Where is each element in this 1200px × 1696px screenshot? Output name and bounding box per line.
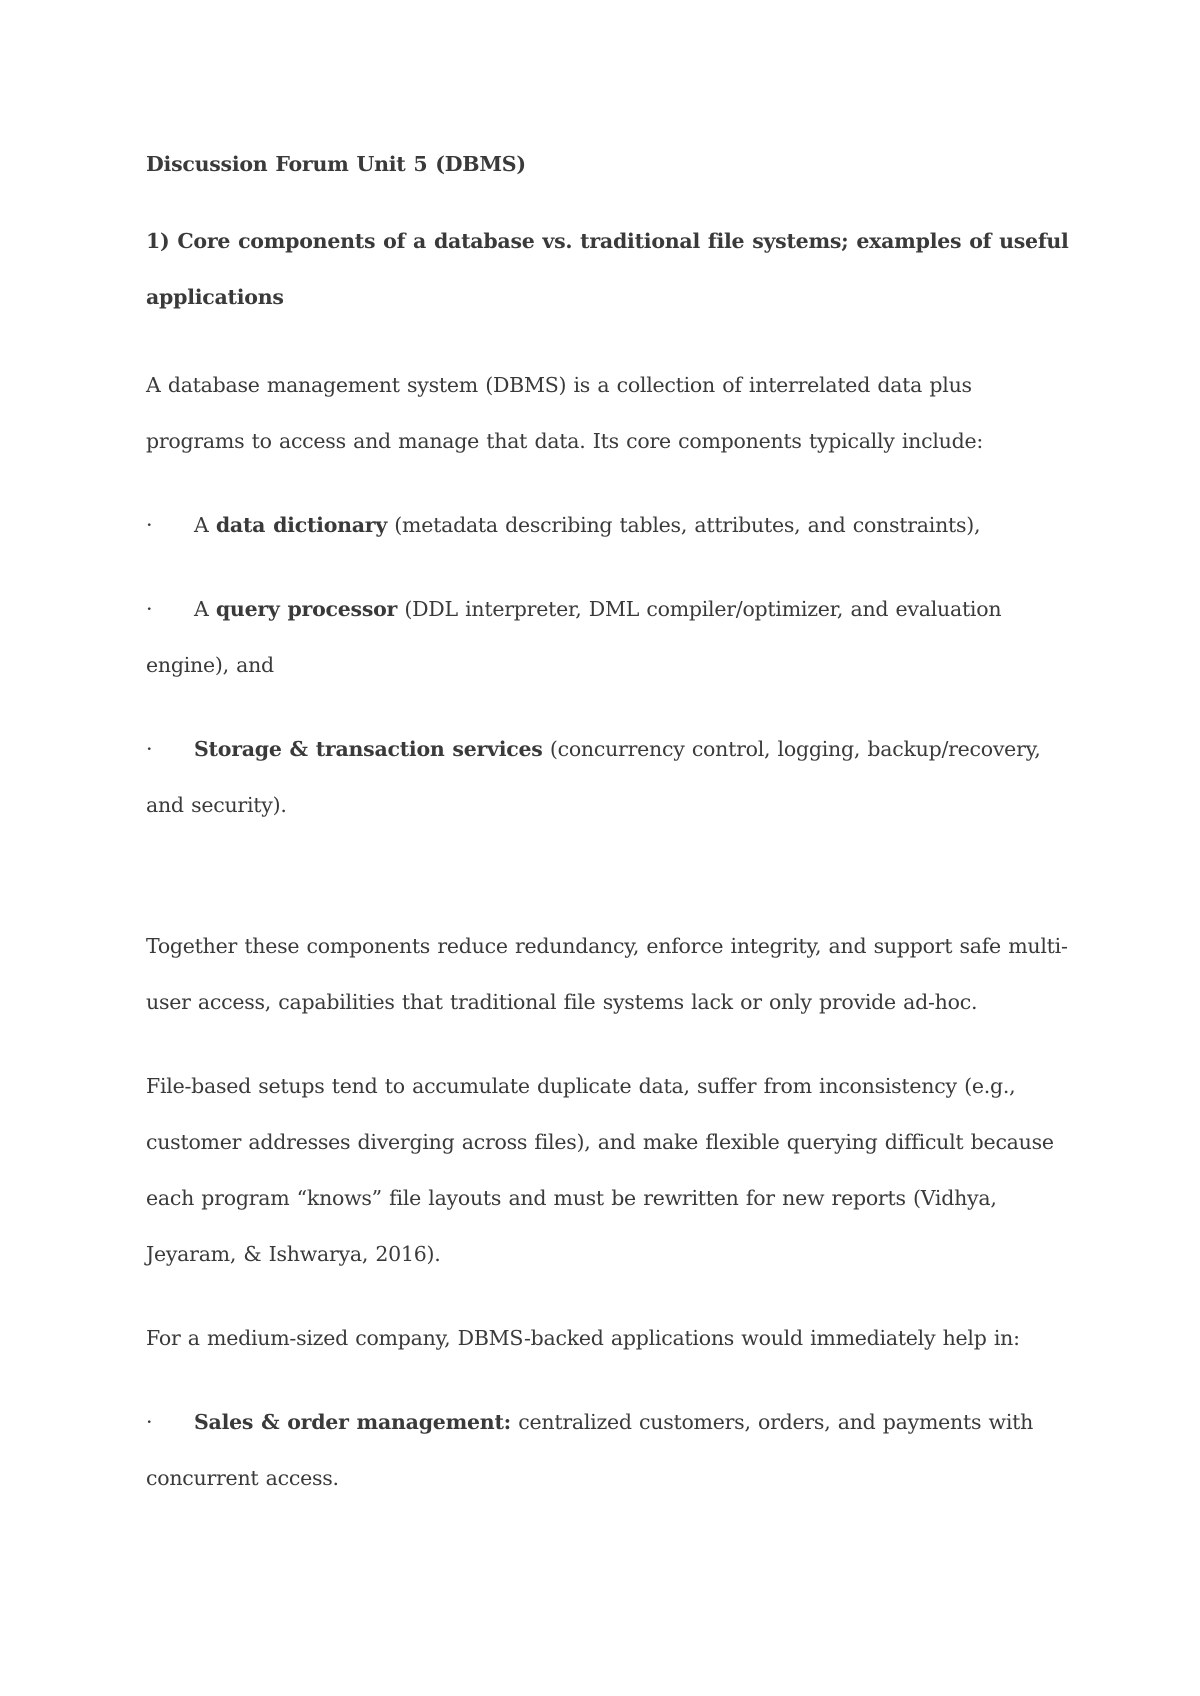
intro-paragraph: A database management system (DBMS) is a collection of interrelated data plus programs to access and manage that data. Its core components typically include: [146, 373, 984, 453]
bullet-dot: · [146, 513, 153, 537]
bullet-description: (concurrency control, logging, backup/recovery, and security). [146, 737, 1041, 817]
bullet-dot: · [146, 1410, 153, 1434]
medium-company-paragraph: For a medium-sized company, DBMS-backed applications would immediately help in: [146, 1326, 1020, 1350]
document-title: Discussion Forum Unit 5 (DBMS) [146, 152, 526, 176]
file-based-paragraph: File-based setups tend to accumulate duplicate data, suffer from inconsistency (e.g., customer addresses diverging across files), and make flexible querying difficult because each program “knows” file layouts and must be rewritten for new reports (Vidhya, Jeyaram, & Ishwarya, 2016). [146, 1074, 1054, 1266]
bullet-dot: · [146, 737, 153, 761]
bullet-prefix: A [194, 597, 216, 621]
question-heading: 1) Core components of a database vs. traditional file systems; examples of useful applications [146, 229, 1069, 309]
bullet-query-processor [146, 581, 1076, 693]
bullet-description: centralized customers, orders, and payments with concurrent access. [146, 1410, 1034, 1490]
bullet-term: query processor [215, 597, 398, 621]
bullet-term: Storage & transaction services [194, 737, 543, 761]
together-paragraph: Together these components reduce redundancy, enforce integrity, and support safe multi-user access, capabilities that traditional file systems lack or only provide ad-hoc. [146, 934, 1068, 1014]
bullet-prefix: A [194, 513, 216, 537]
bullet-description: (DDL interpreter, DML compiler/optimizer, and evaluation engine), and [146, 597, 1002, 677]
bullet-storage-transaction [146, 721, 1076, 833]
bullet-dot: · [146, 597, 153, 621]
bullet-data-dictionary [146, 497, 1076, 553]
bullet-term: data dictionary [215, 513, 388, 537]
bullet-description: (metadata describing tables, attributes, and constraints), [387, 513, 981, 537]
bullet-term: Sales & order management: [194, 1410, 511, 1434]
bullet-sales-order [146, 1394, 1076, 1506]
